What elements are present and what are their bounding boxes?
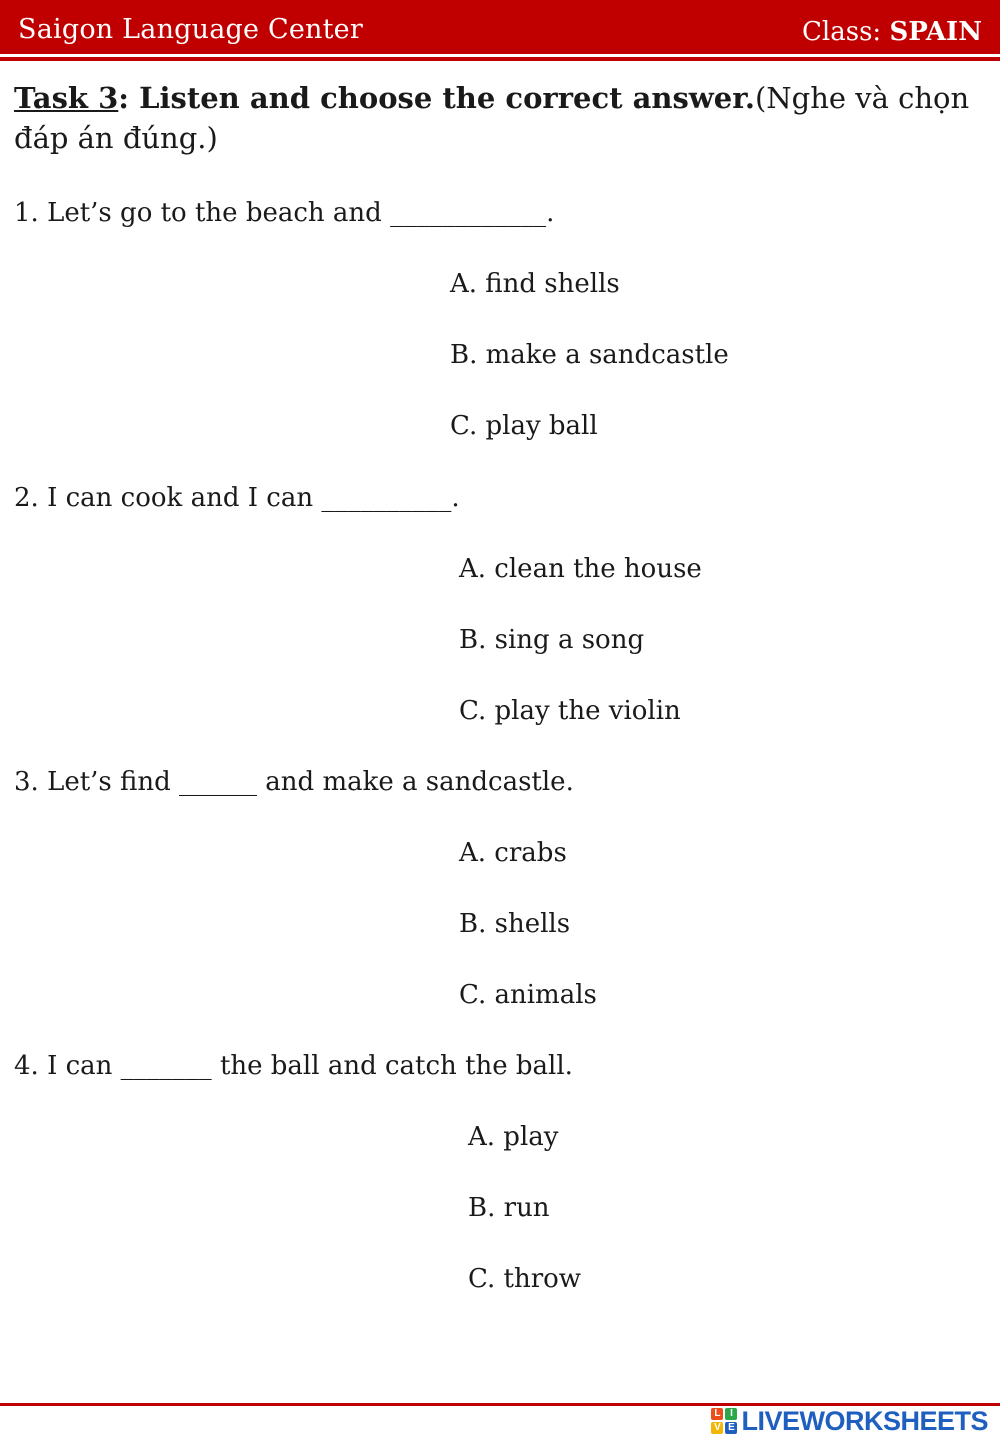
header-bar — [0, 0, 1000, 54]
question-4-option-b[interactable]: B. run — [468, 1193, 550, 1223]
question-2-option-a[interactable]: A. clean the house — [459, 554, 702, 584]
question-3-option-a[interactable]: A. crabs — [459, 838, 567, 868]
question-3-option-b[interactable]: B. shells — [459, 909, 571, 939]
question-4-option-a[interactable]: A. play — [468, 1122, 559, 1152]
task-title: : Listen and choose the correct answer. — [118, 81, 755, 115]
question-3: 3. Let’s find ______ and make a sandcastle. — [14, 767, 574, 797]
liveworksheets-logo-icon — [711, 1408, 737, 1434]
question-1-option-b[interactable]: B. make a sandcastle — [450, 340, 729, 370]
liveworksheets-logo-text: LIVEWORKSHEETS — [741, 1405, 988, 1436]
liveworksheets-logo — [711, 1405, 988, 1437]
question-4-option-c[interactable]: C. throw — [468, 1264, 582, 1294]
question-1-option-a[interactable]: A. find shells — [450, 269, 620, 299]
class-value: SPAIN — [889, 17, 982, 47]
question-2-option-c[interactable]: C. play the violin — [459, 696, 681, 726]
logo-mark-letter: I — [725, 1408, 737, 1420]
question-4: 4. I can _______ the ball and catch the ball. — [14, 1051, 573, 1081]
header-divider — [0, 57, 1000, 61]
class-indicator — [802, 17, 982, 47]
task-number: Task 3 — [14, 81, 119, 115]
task-subtitle: (Nghe và chọn đáp án đúng.) — [14, 81, 970, 155]
question-2-option-b[interactable]: B. sing a song — [459, 625, 645, 655]
question-2: 2. I can cook and I can __________. — [14, 483, 460, 513]
logo-mark-letter: E — [725, 1422, 737, 1434]
question-1: 1. Let’s go to the beach and ____________. — [14, 198, 555, 228]
question-1-option-c[interactable]: C. play ball — [450, 411, 598, 441]
task-heading — [14, 78, 989, 158]
logo-mark-letter: L — [711, 1408, 723, 1420]
class-label: Class: — [802, 17, 890, 47]
question-3-option-c[interactable]: C. animals — [459, 980, 597, 1010]
logo-mark-letter: V — [711, 1422, 723, 1434]
brand-name: Saigon Language Center — [18, 14, 363, 45]
